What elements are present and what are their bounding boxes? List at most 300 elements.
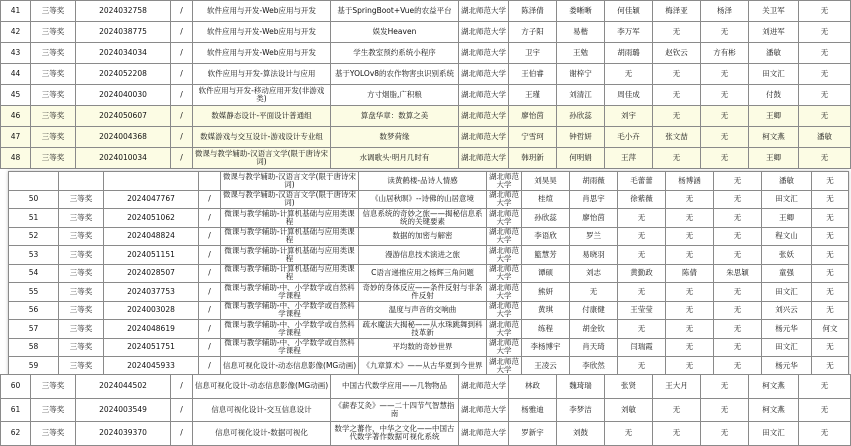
table-row bbox=[1, 64, 851, 85]
row-number-cell: 62 bbox=[1, 422, 31, 446]
author-1-cell: 廖怡茵 bbox=[509, 106, 557, 127]
row-number-cell: 52 bbox=[9, 227, 59, 246]
author-1-cell: 籃慧芳 bbox=[522, 246, 570, 265]
teacher-1-cell: 王卿 bbox=[762, 209, 812, 228]
author-3-cell: 黄勤政 bbox=[618, 264, 666, 283]
work-title-cell: 数据的加密与解密 bbox=[359, 227, 487, 246]
author-4-cell: 无 bbox=[653, 64, 701, 85]
school-cell: 湖北师范大学 bbox=[459, 375, 509, 399]
author-3-cell: 刘敏 bbox=[605, 398, 653, 422]
work-title-cell: 温度与声音的交响曲 bbox=[359, 301, 487, 320]
row-number-cell: 44 bbox=[1, 64, 31, 85]
author-3-cell: 王萍 bbox=[605, 148, 653, 169]
teacher-1-cell: 付鼓 bbox=[749, 85, 799, 106]
author-4-cell: 无 bbox=[653, 422, 701, 446]
author-2-cell: 无 bbox=[570, 283, 618, 302]
award-level-cell: 三等奖 bbox=[31, 422, 76, 446]
teacher-2-cell: 无 bbox=[799, 398, 851, 422]
work-title-cell: 娱发Heaven bbox=[331, 22, 459, 43]
row-number-cell: 55 bbox=[9, 283, 59, 302]
teacher-2-cell: 无 bbox=[812, 246, 849, 265]
table-row bbox=[9, 227, 849, 246]
category-cell: 微课与教学辅助-汉语言文学(限于唐诗宋词) bbox=[221, 172, 359, 191]
author-2-cell: 肖天琦 bbox=[570, 338, 618, 357]
author-4-cell: 杨博涵 bbox=[666, 172, 714, 191]
author-4-cell: 陈倩 bbox=[666, 264, 714, 283]
row-number-cell: 59 bbox=[9, 357, 59, 376]
school-cell: 湖北师范大学 bbox=[487, 190, 522, 209]
entry-id-cell: 2024038775 bbox=[76, 22, 171, 43]
teacher-2-cell: 无 bbox=[799, 148, 851, 169]
author-2-cell: 谢梓宁 bbox=[557, 64, 605, 85]
teacher-2-cell: 无 bbox=[799, 22, 851, 43]
table-row bbox=[1, 127, 851, 148]
teacher-2-cell: 何文 bbox=[812, 320, 849, 339]
results-table-bottom bbox=[0, 374, 851, 446]
placeholder-cell-cell: / bbox=[171, 106, 193, 127]
entry-id-cell: 2024003549 bbox=[76, 398, 171, 422]
author-2-cell: 刘清江 bbox=[557, 85, 605, 106]
entry-id-cell: 2024052208 bbox=[76, 64, 171, 85]
table-row bbox=[9, 338, 849, 357]
teacher-1-cell: 田文汇 bbox=[762, 338, 812, 357]
teacher-2-cell: 无 bbox=[812, 227, 849, 246]
work-title-cell: 读黄鹤楼-品诗人情感 bbox=[359, 172, 487, 191]
author-1-cell: 桂煊 bbox=[522, 190, 570, 209]
table-row bbox=[9, 357, 849, 376]
award-level-cell bbox=[59, 172, 104, 191]
author-5-cell: 方有彬 bbox=[701, 43, 749, 64]
category-cell: 微课与教学辅助-计算机基础与应用类课程 bbox=[221, 246, 359, 265]
author-3-cell: 无 bbox=[618, 320, 666, 339]
table-row bbox=[1, 1, 851, 22]
teacher-2-cell: 无 bbox=[812, 301, 849, 320]
category-cell: 软件应用与开发-算法设计与应用 bbox=[193, 64, 331, 85]
category-cell: 数媒游戏与交互设计-游戏设计专业组 bbox=[193, 127, 331, 148]
entry-id-cell: 2024004368 bbox=[76, 127, 171, 148]
placeholder-cell-cell: / bbox=[199, 264, 221, 283]
award-level-cell: 三等奖 bbox=[31, 43, 76, 64]
table-row bbox=[1, 85, 851, 106]
table-row bbox=[1, 375, 851, 399]
category-cell: 信息可视化设计-交互信息设计 bbox=[193, 398, 331, 422]
author-3-cell: 周佳成 bbox=[605, 85, 653, 106]
placeholder-cell-cell: / bbox=[199, 320, 221, 339]
row-number-cell: 57 bbox=[9, 320, 59, 339]
row-number-cell: 47 bbox=[1, 127, 31, 148]
school-cell: 湖北师范大学 bbox=[459, 422, 509, 446]
placeholder-cell-cell: / bbox=[171, 127, 193, 148]
author-1-cell: 熊妍 bbox=[522, 283, 570, 302]
school-cell: 湖北师范大学 bbox=[487, 246, 522, 265]
placeholder-cell-cell: / bbox=[199, 283, 221, 302]
table-row bbox=[1, 43, 851, 64]
author-5-cell: 无 bbox=[701, 422, 749, 446]
author-1-cell: 李语欣 bbox=[522, 227, 570, 246]
author-5-cell: 无 bbox=[714, 209, 762, 228]
table-row bbox=[9, 172, 849, 191]
author-4-cell: 无 bbox=[666, 283, 714, 302]
category-cell: 微课与教学辅助-汉语言文学(限于唐诗宋词) bbox=[221, 190, 359, 209]
author-3-cell: 闫瑞霞 bbox=[618, 338, 666, 357]
category-cell: 数媒静态设计-平面设计普通组 bbox=[193, 106, 331, 127]
entry-id-cell: 2024048824 bbox=[104, 227, 199, 246]
author-5-cell: 无 bbox=[714, 320, 762, 339]
author-2-cell: 孙欣蕊 bbox=[557, 106, 605, 127]
author-1-cell: 方子阳 bbox=[509, 22, 557, 43]
teacher-1-cell: 田文汇 bbox=[749, 64, 799, 85]
author-5-cell: 无 bbox=[701, 22, 749, 43]
row-number-cell: 58 bbox=[9, 338, 59, 357]
author-1-cell: 卫宇 bbox=[509, 43, 557, 64]
school-cell: 湖北师范大学 bbox=[459, 85, 509, 106]
author-5-cell: 无 bbox=[701, 85, 749, 106]
award-level-cell: 三等奖 bbox=[59, 264, 104, 283]
teacher-2-cell: 无 bbox=[812, 209, 849, 228]
author-2-cell: 易晓羽 bbox=[570, 246, 618, 265]
author-4-cell: 赵钦云 bbox=[653, 43, 701, 64]
entry-id-cell: 2024048619 bbox=[104, 320, 199, 339]
school-cell: 湖北师范大学 bbox=[459, 106, 509, 127]
author-4-cell: 无 bbox=[666, 357, 714, 376]
row-number-cell: 51 bbox=[9, 209, 59, 228]
teacher-1-cell: 王卿 bbox=[749, 148, 799, 169]
teacher-1-cell: 潘敏 bbox=[749, 43, 799, 64]
category-cell: 软件应用与开发-Web应用与开发 bbox=[193, 22, 331, 43]
author-3-cell: 李万军 bbox=[605, 22, 653, 43]
award-level-cell: 三等奖 bbox=[31, 1, 76, 22]
category-cell: 微课与教学辅助-中、小学数学或自然科学课程 bbox=[221, 320, 359, 339]
work-title-cell: 信息系统的奇妙之旅——揭秘信息系统的关键要素 bbox=[359, 209, 487, 228]
work-title-cell: 数梦荷缘 bbox=[331, 127, 459, 148]
teacher-1-cell: 田文汇 bbox=[762, 283, 812, 302]
teacher-1-cell: 王卿 bbox=[749, 106, 799, 127]
school-cell: 湖北师范大学 bbox=[459, 1, 509, 22]
category-cell: 微课与教学辅助-中、小学数学或自然科学课程 bbox=[221, 338, 359, 357]
teacher-2-cell: 无 bbox=[812, 283, 849, 302]
author-1-cell: 黄琪 bbox=[522, 301, 570, 320]
entry-id-cell: 2024003028 bbox=[104, 301, 199, 320]
author-1-cell: 罗新宇 bbox=[509, 422, 557, 446]
author-2-cell: 刘志 bbox=[570, 264, 618, 283]
author-2-cell: 王勉 bbox=[557, 43, 605, 64]
row-number-cell: 53 bbox=[9, 246, 59, 265]
category-cell: 软件应用与开发-Web应用与开发 bbox=[193, 43, 331, 64]
work-title-cell: 方寸烟脂,广积粮 bbox=[331, 85, 459, 106]
award-level-cell: 三等奖 bbox=[59, 301, 104, 320]
teacher-2-cell: 无 bbox=[799, 375, 851, 399]
award-level-cell: 三等奖 bbox=[31, 375, 76, 399]
teacher-2-cell: 无 bbox=[812, 264, 849, 283]
author-4-cell: 无 bbox=[653, 398, 701, 422]
row-number-cell: 45 bbox=[1, 85, 31, 106]
table-row bbox=[9, 246, 849, 265]
row-number-cell: 42 bbox=[1, 22, 31, 43]
author-4-cell: 无 bbox=[666, 301, 714, 320]
teacher-2-cell: 无 bbox=[812, 190, 849, 209]
author-1-cell: 谭硕 bbox=[522, 264, 570, 283]
award-level-cell: 三等奖 bbox=[31, 85, 76, 106]
row-number-cell bbox=[9, 172, 59, 191]
author-4-cell: 无 bbox=[653, 148, 701, 169]
table-row bbox=[9, 283, 849, 302]
category-cell: 软件应用与开发-移动应用开发(非游戏类) bbox=[193, 85, 331, 106]
work-title-cell: 漫游信息技术演进之旅 bbox=[359, 246, 487, 265]
author-4-cell: 无 bbox=[666, 320, 714, 339]
school-cell: 湖北师范大学 bbox=[459, 148, 509, 169]
author-5-cell: 无 bbox=[701, 148, 749, 169]
row-number-cell: 48 bbox=[1, 148, 31, 169]
author-1-cell: 杨雅迪 bbox=[509, 398, 557, 422]
school-cell: 湖北师范大学 bbox=[487, 320, 522, 339]
author-5-cell: 无 bbox=[714, 301, 762, 320]
table-row bbox=[1, 22, 851, 43]
entry-id-cell: 2024050607 bbox=[76, 106, 171, 127]
teacher-2-cell: 无 bbox=[799, 1, 851, 22]
teacher-2-cell: 无 bbox=[799, 422, 851, 446]
award-level-cell: 三等奖 bbox=[31, 398, 76, 422]
table-row bbox=[1, 398, 851, 422]
results-table-top bbox=[0, 0, 851, 169]
entry-id-cell: 2024051062 bbox=[104, 209, 199, 228]
teacher-2-cell: 无 bbox=[799, 106, 851, 127]
teacher-1-cell: 刘进军 bbox=[749, 22, 799, 43]
table-row bbox=[9, 209, 849, 228]
category-cell: 微课与教学辅助-中、小学数学或自然科学课程 bbox=[221, 301, 359, 320]
author-2-cell: 刘鼓 bbox=[557, 422, 605, 446]
category-cell: 微课与教学辅助-汉语言文学(限于唐诗宋词) bbox=[193, 148, 331, 169]
award-level-cell: 三等奖 bbox=[31, 127, 76, 148]
placeholder-cell-cell: / bbox=[199, 357, 221, 376]
author-4-cell: 无 bbox=[653, 22, 701, 43]
author-5-cell: 无 bbox=[714, 227, 762, 246]
school-cell: 湖北师范大学 bbox=[459, 64, 509, 85]
category-cell: 软件应用与开发-Web应用与开发 bbox=[193, 1, 331, 22]
author-5-cell: 无 bbox=[701, 127, 749, 148]
teacher-1-cell: 柯文燕 bbox=[749, 127, 799, 148]
school-cell: 湖北师范大学 bbox=[487, 338, 522, 357]
teacher-2-cell: 无 bbox=[799, 85, 851, 106]
author-2-cell: 魏琦瑞 bbox=[557, 375, 605, 399]
award-level-cell: 三等奖 bbox=[31, 22, 76, 43]
author-1-cell: 练程 bbox=[522, 320, 570, 339]
author-5-cell: 无 bbox=[714, 172, 762, 191]
entry-id-cell: 2024044502 bbox=[76, 375, 171, 399]
row-number-cell: 50 bbox=[9, 190, 59, 209]
work-title-cell: 《山居秋暝》--诗佛的山居意境 bbox=[359, 190, 487, 209]
work-title-cell: 奇妙的身体反应——条件反射与非条件反射 bbox=[359, 283, 487, 302]
category-cell: 微课与教学辅助-计算机基础与应用类课程 bbox=[221, 209, 359, 228]
author-3-cell: 王莹莹 bbox=[618, 301, 666, 320]
school-cell: 湖北师范大学 bbox=[487, 172, 522, 191]
author-1-cell: 陈泽倩 bbox=[509, 1, 557, 22]
table-row bbox=[9, 264, 849, 283]
author-2-cell: 钟哲妍 bbox=[557, 127, 605, 148]
author-3-cell: 无 bbox=[605, 64, 653, 85]
author-3-cell: 无 bbox=[618, 246, 666, 265]
school-cell: 湖北师范大学 bbox=[487, 227, 522, 246]
entry-id-cell: 2024028507 bbox=[104, 264, 199, 283]
work-title-cell: 平均数的奇妙世界 bbox=[359, 338, 487, 357]
author-3-cell: 无 bbox=[618, 357, 666, 376]
row-number-cell: 46 bbox=[1, 106, 31, 127]
table-row bbox=[9, 301, 849, 320]
award-level-cell: 三等奖 bbox=[59, 320, 104, 339]
school-cell: 湖北师范大学 bbox=[459, 22, 509, 43]
author-2-cell: 胡金钦 bbox=[570, 320, 618, 339]
author-5-cell: 无 bbox=[714, 190, 762, 209]
author-4-cell: 梅泽亚 bbox=[653, 1, 701, 22]
teacher-2-cell: 无 bbox=[799, 64, 851, 85]
work-title-cell: 基于YOLOv8的农作物害虫识别系统 bbox=[331, 64, 459, 85]
author-3-cell: 刘宇 bbox=[605, 106, 653, 127]
work-title-cell: 基于SpringBoot+Vue的农益平台 bbox=[331, 1, 459, 22]
school-cell: 湖北师范大学 bbox=[459, 398, 509, 422]
author-4-cell: 无 bbox=[666, 246, 714, 265]
author-4-cell: 张文喆 bbox=[653, 127, 701, 148]
placeholder-cell-cell: / bbox=[171, 375, 193, 399]
author-5-cell: 无 bbox=[714, 338, 762, 357]
author-5-cell: 无 bbox=[701, 64, 749, 85]
author-5-cell: 无 bbox=[714, 357, 762, 376]
teacher-2-cell: 潘敏 bbox=[799, 127, 851, 148]
row-number-cell: 54 bbox=[9, 264, 59, 283]
category-cell: 信息可视化设计-动态信息影像(MG动画) bbox=[221, 357, 359, 376]
entry-id-cell: 2024039370 bbox=[76, 422, 171, 446]
award-level-cell: 三等奖 bbox=[59, 190, 104, 209]
placeholder-cell-cell: / bbox=[199, 301, 221, 320]
author-2-cell: 罗兰 bbox=[570, 227, 618, 246]
award-level-cell: 三等奖 bbox=[31, 64, 76, 85]
school-cell: 湖北师范大学 bbox=[459, 127, 509, 148]
results-table-overlay bbox=[8, 171, 849, 376]
author-1-cell: 李杨博宇 bbox=[522, 338, 570, 357]
placeholder-cell-cell: / bbox=[171, 398, 193, 422]
author-1-cell: 林政 bbox=[509, 375, 557, 399]
entry-id-cell: 2024037753 bbox=[104, 283, 199, 302]
author-5-cell: 无 bbox=[714, 283, 762, 302]
teacher-1-cell: 潘敏 bbox=[762, 172, 812, 191]
category-cell: 信息可视化设计-动态信息影像(MG动画) bbox=[193, 375, 331, 399]
award-level-cell: 三等奖 bbox=[59, 227, 104, 246]
author-1-cell: 刘昊昊 bbox=[522, 172, 570, 191]
teacher-1-cell: 田文汇 bbox=[762, 190, 812, 209]
school-cell: 湖北师范大学 bbox=[487, 209, 522, 228]
author-3-cell: 毛小卉 bbox=[605, 127, 653, 148]
placeholder-cell-cell: / bbox=[171, 422, 193, 446]
author-1-cell: 韩玥新 bbox=[509, 148, 557, 169]
award-level-cell: 三等奖 bbox=[59, 283, 104, 302]
placeholder-cell-cell: / bbox=[199, 227, 221, 246]
table-row bbox=[1, 106, 851, 127]
work-title-cell: 《九章算术》——从古华夏到今世界 bbox=[359, 357, 487, 376]
category-cell: 微课与教学辅助-计算机基础与应用类课程 bbox=[221, 227, 359, 246]
author-3-cell: 无 bbox=[618, 209, 666, 228]
author-4-cell: 王大月 bbox=[653, 375, 701, 399]
entry-id-cell: 2024034034 bbox=[76, 43, 171, 64]
author-3-cell: 无 bbox=[618, 283, 666, 302]
author-4-cell: 无 bbox=[666, 190, 714, 209]
author-5-cell: 无 bbox=[701, 106, 749, 127]
award-level-cell: 三等奖 bbox=[31, 148, 76, 169]
entry-id-cell: 2024047767 bbox=[104, 190, 199, 209]
author-2-cell: 娄晰晰 bbox=[557, 1, 605, 22]
entry-id-cell: 2024045933 bbox=[104, 357, 199, 376]
teacher-1-cell: 刘兴云 bbox=[762, 301, 812, 320]
award-level-cell: 三等奖 bbox=[59, 357, 104, 376]
author-2-cell: 李梦洁 bbox=[557, 398, 605, 422]
author-5-cell: 无 bbox=[701, 398, 749, 422]
work-title-cell: 学生教室预约系统小程序 bbox=[331, 43, 459, 64]
author-3-cell: 毛蕾蕾 bbox=[618, 172, 666, 191]
teacher-2-cell: 无 bbox=[812, 338, 849, 357]
author-5-cell: 杨泽 bbox=[701, 1, 749, 22]
placeholder-cell-cell bbox=[199, 172, 221, 191]
work-title-cell: 《薪春艾灸》——二十四节气智慧指南 bbox=[331, 398, 459, 422]
teacher-1-cell: 张妖 bbox=[762, 246, 812, 265]
placeholder-cell-cell: / bbox=[171, 43, 193, 64]
table-row bbox=[1, 422, 851, 446]
teacher-2-cell: 无 bbox=[812, 357, 849, 376]
work-title-cell: C语言递推应用之杨辉三角问题 bbox=[359, 264, 487, 283]
entry-id-cell: 2024051751 bbox=[104, 338, 199, 357]
author-2-cell: 何明娟 bbox=[557, 148, 605, 169]
teacher-2-cell: 无 bbox=[799, 43, 851, 64]
author-5-cell: 朱思颖 bbox=[714, 264, 762, 283]
entry-id-cell: 2024040030 bbox=[76, 85, 171, 106]
teacher-1-cell: 童强 bbox=[762, 264, 812, 283]
placeholder-cell-cell: / bbox=[171, 148, 193, 169]
award-level-cell: 三等奖 bbox=[59, 338, 104, 357]
teacher-1-cell: 程文山 bbox=[762, 227, 812, 246]
author-1-cell: 宁雪珂 bbox=[509, 127, 557, 148]
entry-id-cell: 2024051151 bbox=[104, 246, 199, 265]
entry-id-cell: 2024032758 bbox=[76, 1, 171, 22]
author-2-cell: 付康健 bbox=[570, 301, 618, 320]
school-cell: 湖北师范大学 bbox=[487, 357, 522, 376]
category-cell: 微课与教学辅助-中、小学数学或自然科学课程 bbox=[221, 283, 359, 302]
award-level-cell: 三等奖 bbox=[31, 106, 76, 127]
placeholder-cell-cell: / bbox=[171, 64, 193, 85]
category-cell: 微课与教学辅助-计算机基础与应用类课程 bbox=[221, 264, 359, 283]
placeholder-cell-cell: / bbox=[171, 22, 193, 43]
entry-id-cell: 2024010034 bbox=[76, 148, 171, 169]
teacher-2-cell: 无 bbox=[812, 172, 849, 191]
table-row bbox=[9, 320, 849, 339]
placeholder-cell-cell: / bbox=[199, 209, 221, 228]
teacher-1-cell: 杨元华 bbox=[762, 320, 812, 339]
work-title-cell: 水调歌头·明月几时有 bbox=[331, 148, 459, 169]
row-number-cell: 60 bbox=[1, 375, 31, 399]
placeholder-cell-cell: / bbox=[199, 190, 221, 209]
author-2-cell: 李欣然 bbox=[570, 357, 618, 376]
author-3-cell: 胡雨璐 bbox=[605, 43, 653, 64]
author-2-cell: 胡雨薇 bbox=[570, 172, 618, 191]
teacher-1-cell: 柯文燕 bbox=[749, 398, 799, 422]
table-row bbox=[9, 190, 849, 209]
work-title-cell: 算盘华章：数算之美 bbox=[331, 106, 459, 127]
author-4-cell: 无 bbox=[666, 209, 714, 228]
row-number-cell: 61 bbox=[1, 398, 31, 422]
author-3-cell: 何佳颖 bbox=[605, 1, 653, 22]
row-number-cell: 41 bbox=[1, 1, 31, 22]
entry-id-cell bbox=[104, 172, 199, 191]
award-level-cell: 三等奖 bbox=[59, 209, 104, 228]
work-title-cell: 数学之蕃作，中华之文化——中国古代数学著作数据可视化系统 bbox=[331, 422, 459, 446]
author-2-cell: 肖思宇 bbox=[570, 190, 618, 209]
row-number-cell: 56 bbox=[9, 301, 59, 320]
table-row bbox=[1, 148, 851, 169]
